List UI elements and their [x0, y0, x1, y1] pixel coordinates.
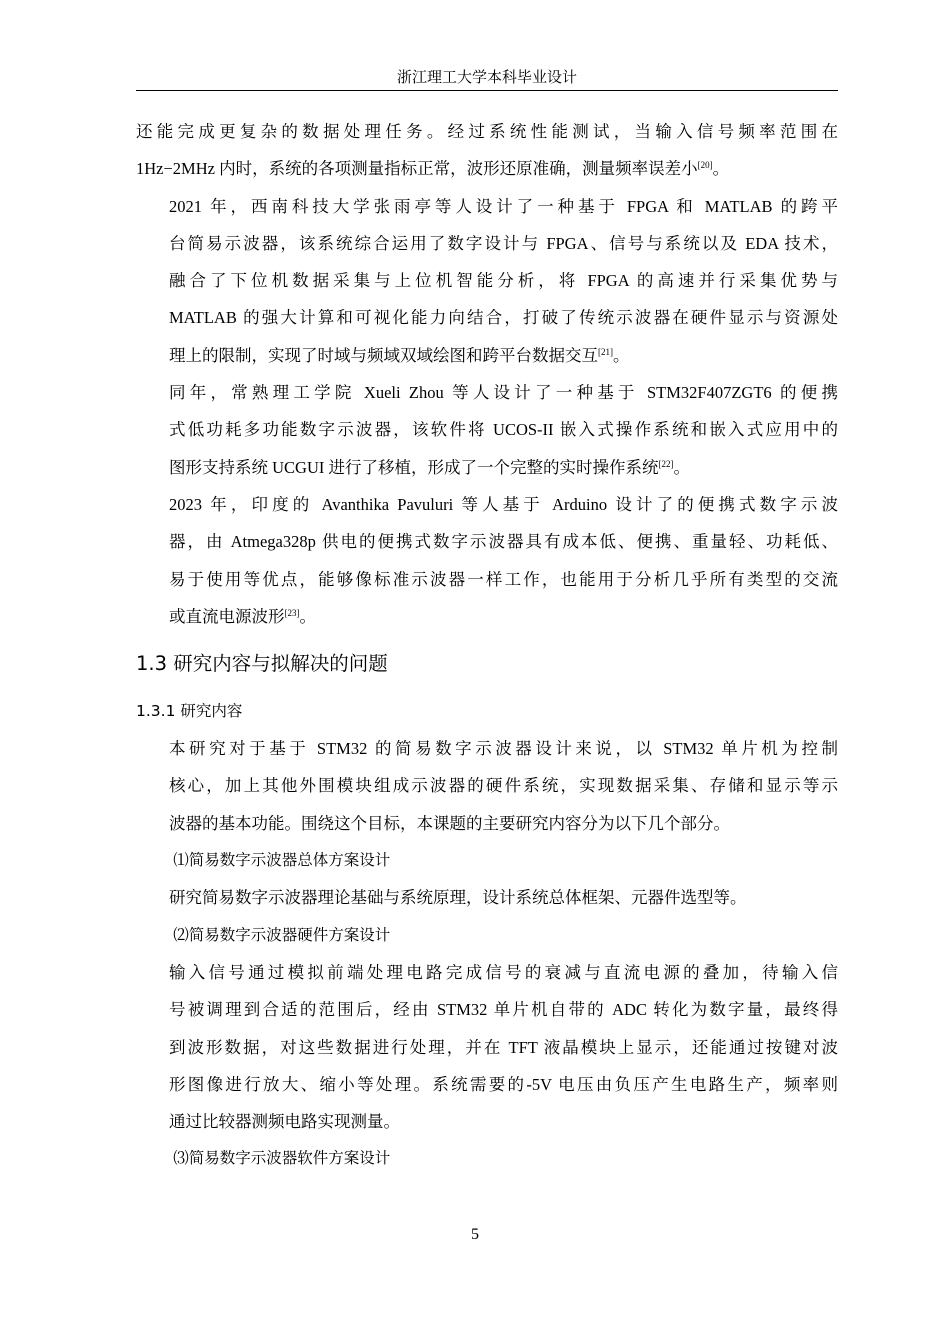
text-line: 输入信号通过模拟前端处理电路完成信号的衰减与直流电源的叠加，待输入信: [169, 962, 838, 982]
paragraph: [136, 374, 838, 486]
text-line: 到波形数据，对这些数据进行处理，并在 TFT 液晶模块上显示，还能通过按键对波: [169, 1037, 838, 1057]
text-line: 还能完成更复杂的数据处理任务。经过系统性能测试，当输入信号频率范围在: [136, 122, 838, 141]
subsection-heading: 1.3.1 研究内容: [136, 702, 243, 721]
running-header: 浙江理工大学本科毕业设计: [396, 68, 577, 86]
text-run: 或直流电源波形: [169, 606, 285, 626]
section-heading: 1.3 研究内容与拟解决的问题: [136, 652, 388, 676]
text-run: 。: [613, 345, 630, 365]
body-text: [136, 113, 838, 1178]
text-line: [136, 150, 838, 187]
list-item-title: ⑵简易数字示波器硬件方案设计: [173, 925, 391, 944]
text-run: 。: [712, 159, 730, 179]
paragraph: [136, 486, 838, 635]
text-line: 2023 年，印度的 Avanthika Pavuluri 等人基于 Arduino 设计了的便携式数字示波: [169, 494, 838, 514]
text-line: 号被调理到合适的范围后，经由 STM32 单片机自带的 ADC 转化为数字量，最终得: [169, 1000, 838, 1020]
text-line: 形图像进行放大、缩小等处理。系统需要的-5V 电压由负压产生电路生产，频率则: [169, 1074, 838, 1094]
list-item-title: ⑶简易数字示波器软件方案设计: [173, 1149, 391, 1168]
text-line: 同年，常熟理工学院 Xueli Zhou 等人设计了一种基于 STM32F407ZGT6 的便携: [169, 383, 838, 403]
text-line: 易于使用等优点，能够像标准示波器一样工作，也能用于分析几乎所有类型的交流: [169, 569, 838, 589]
citation-ref: [21]: [598, 346, 613, 357]
text-run: 1Hz−2MHz 内时，系统的各项测量指标正常，波形还原准确，测量频率误差小: [136, 159, 698, 179]
text-line: 台简易示波器，该系统综合运用了数字设计与 FPGA、信号与系统以及 EDA 技术，: [169, 233, 838, 253]
citation-ref: [20]: [697, 160, 713, 171]
paragraph: [136, 730, 838, 842]
text-line: [136, 337, 838, 374]
citation-ref: [23]: [284, 607, 300, 618]
text-line: MATLAB 的强大计算和可视化能力向结合，打破了传统示波器在硬件显示与资源处: [169, 308, 838, 328]
text-run: 图形支持系统 UCGUI 进行了移植，形成了一个完整的实时操作系统: [169, 457, 659, 477]
paragraph: [136, 188, 838, 374]
text-line: 核心，加上其他外围模块组成示波器的硬件系统，实现数据采集、存储和显示等示: [169, 776, 838, 796]
paragraph: [136, 879, 838, 916]
text-line: 式低功耗多功能数字示波器，该软件将 UCOS-II 嵌入式操作系统和嵌入式应用中的: [169, 420, 838, 440]
text-line: 融合了下位机数据采集与上位机智能分析，将 FPGA 的高速并行采集优势与: [169, 271, 838, 291]
text-line: 本研究对于基于 STM32 的简易数字示波器设计来说，以 STM32 单片机为控制: [169, 739, 838, 759]
paragraph: [136, 954, 838, 1140]
header-divider: [136, 90, 838, 91]
citation-ref: [22]: [658, 458, 674, 469]
text-line: 波器的基本功能。围绕这个目标，本课题的主要研究内容分为以下几个部分。: [169, 813, 730, 833]
text-run: 理上的限制，实现了时域与频域双域绘图和跨平台数据交互: [169, 345, 598, 365]
text-run: 。: [299, 606, 316, 626]
page-number: 5: [471, 1226, 479, 1243]
text-line: [136, 598, 838, 635]
text-run: 。: [673, 457, 690, 477]
list-item-title: ⑴简易数字示波器总体方案设计: [173, 851, 391, 870]
text-line: 研究简易数字示波器理论基础与系统原理，设计系统总体框架、元器件选型等。: [169, 888, 747, 908]
text-line: 器，由 Atmega328p 供电的便携式数字示波器具有成本低、便携、重量轻、功耗低、: [169, 532, 838, 552]
text-line: 2021 年，西南科技大学张雨亭等人设计了一种基于 FPGA 和 MATLAB 的跨平: [169, 196, 838, 216]
paragraph: [136, 113, 838, 188]
text-line: [136, 449, 838, 486]
text-line: 通过比较器测频电路实现测量。: [169, 1112, 400, 1132]
